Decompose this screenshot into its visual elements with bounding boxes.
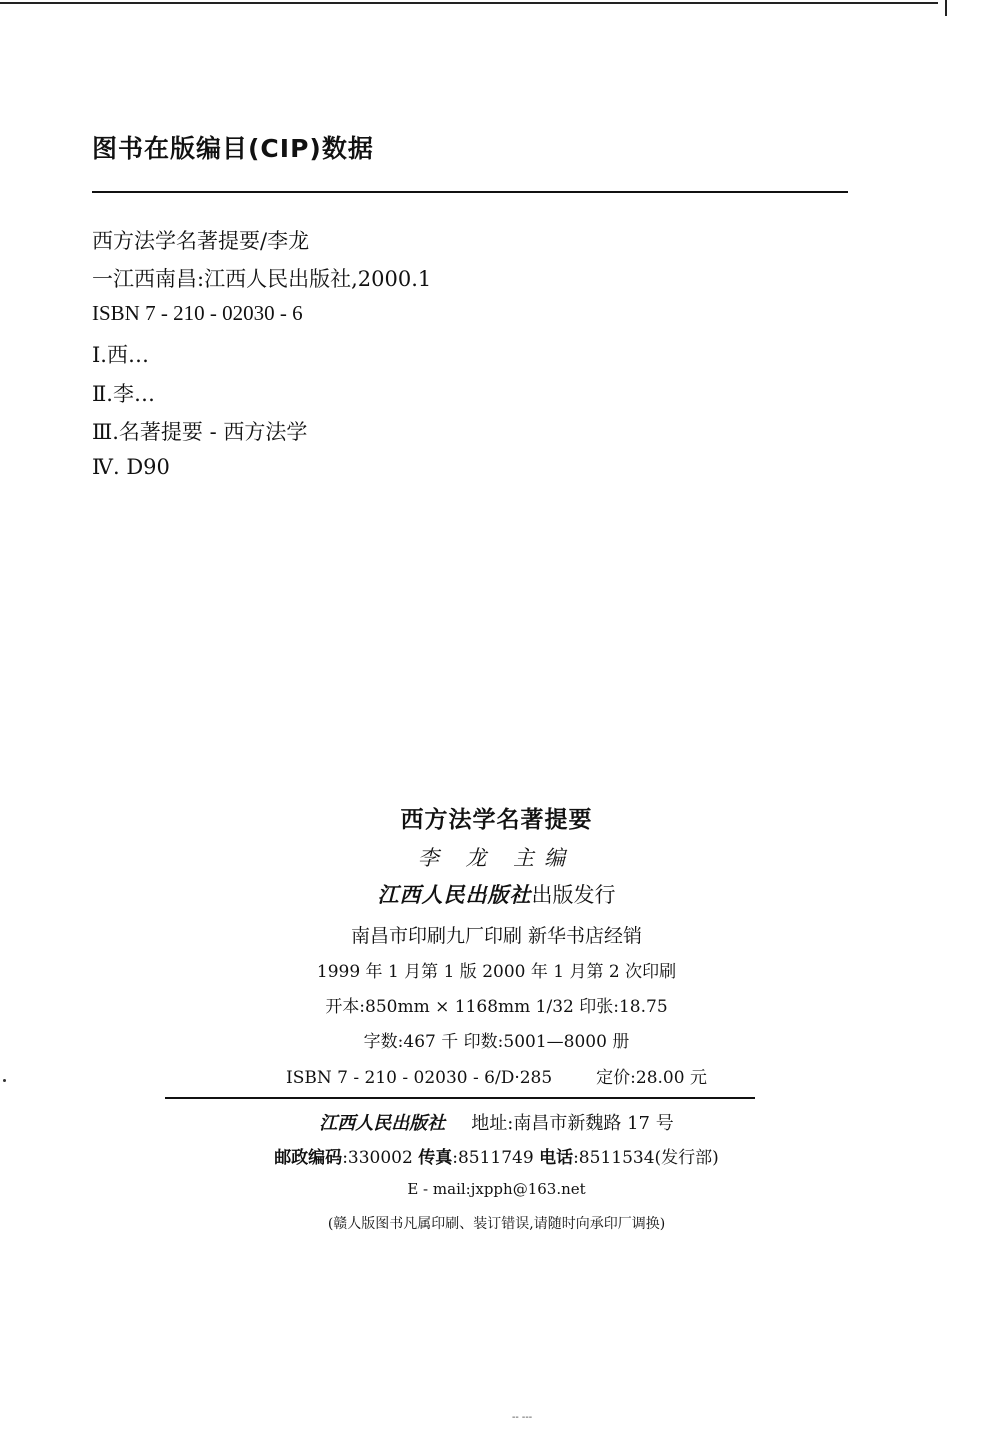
printer-distributor: 南昌市印刷九厂印刷 新华书店经销 bbox=[350, 925, 643, 947]
editor-credit: 李 龙 主编 bbox=[417, 846, 576, 870]
cip-line-subject-3: Ⅲ.名著提要 - 西方法学 bbox=[92, 420, 308, 444]
cip-line-imprint: 一江西南昌:江西人民出版社,2000.1 bbox=[92, 267, 432, 291]
replacement-notice: (赣人版图书凡属印刷、装订错误,请随时向承印厂调换) bbox=[327, 1216, 666, 1232]
contact-line bbox=[0, 1143, 993, 1168]
format-info: 开本:850mm × 1168mm 1/32 印张:18.75 bbox=[325, 997, 668, 1017]
book-title: 西方法学名著提要 bbox=[400, 806, 593, 833]
cip-line-classification: Ⅳ. D90 bbox=[92, 455, 170, 479]
fax-value: :8511749 bbox=[452, 1148, 534, 1168]
corner-crop-mark bbox=[945, 0, 947, 16]
publisher-logo-text-2: 江西人民出版社 bbox=[319, 1113, 446, 1134]
cip-line-subject-2: Ⅱ.李… bbox=[92, 382, 155, 406]
price: 定价:28.00 元 bbox=[596, 1068, 707, 1088]
cip-line-title: 西方法学名著提要/李龙 bbox=[92, 229, 310, 253]
publisher-line bbox=[0, 879, 993, 909]
publisher-email: E - mail:jxpph@163.net bbox=[407, 1180, 586, 1198]
publisher-suffix: 出版发行 bbox=[531, 883, 616, 907]
cip-line-subject-1: Ⅰ.西… bbox=[92, 343, 149, 367]
publisher-address-line bbox=[0, 1109, 993, 1135]
wordcount-info: 字数:467 千 印数:5001—8000 册 bbox=[363, 1032, 630, 1052]
colophon-divider bbox=[165, 1097, 755, 1099]
phone-label: 电话 bbox=[539, 1148, 574, 1168]
top-border-line bbox=[0, 2, 938, 4]
cip-heading: 图书在版编目(CIP)数据 bbox=[92, 134, 374, 163]
colophon-isbn: ISBN 7 - 210 - 02030 - 6/D·285 bbox=[286, 1068, 553, 1088]
edition-info: 1999 年 1 月第 1 版 2000 年 1 月第 2 次印刷 bbox=[316, 962, 677, 982]
publisher-logo-text: 江西人民出版社 bbox=[377, 882, 532, 907]
phone-value: :8511534(发行部) bbox=[573, 1148, 719, 1168]
page-marks: -- --- bbox=[512, 1412, 533, 1423]
postcode-label: 邮政编码 bbox=[274, 1148, 343, 1168]
cip-line-isbn: ISBN 7 - 210 - 02030 - 6 bbox=[92, 301, 303, 325]
publisher-address: 地址:南昌市新魏路 17 号 bbox=[471, 1113, 674, 1134]
postcode-value: :330002 bbox=[342, 1148, 413, 1168]
cip-divider bbox=[92, 191, 848, 193]
fax-label: 传真 bbox=[418, 1148, 453, 1168]
isbn-price-line bbox=[0, 1063, 993, 1088]
